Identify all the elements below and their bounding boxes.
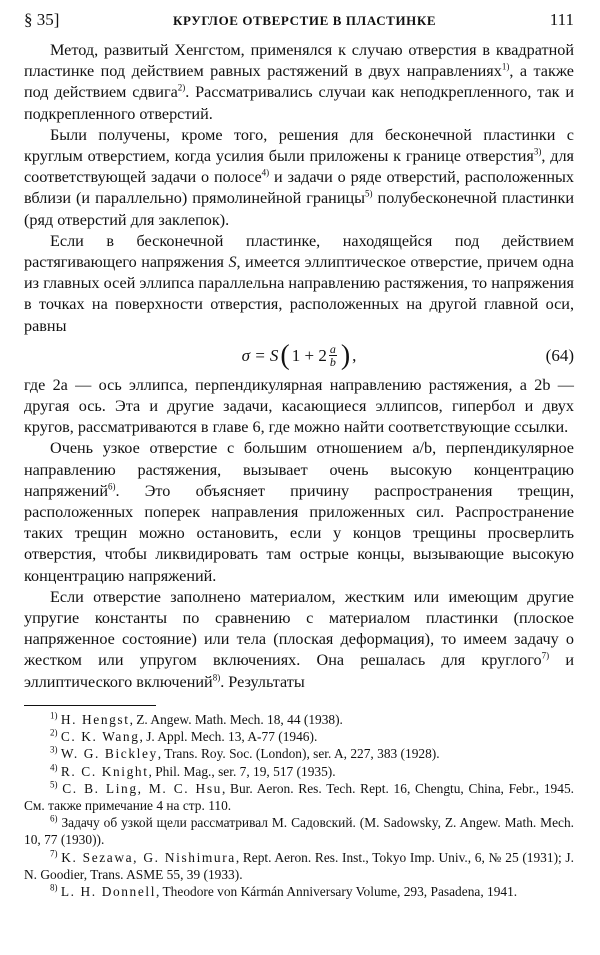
footnote-6: $^{6)}$ Задачу об узкой щели рассматривал М. Садовский. (M. Sadowsky, Z. Angew. Math. Mech. 10, 77 (1930)). bbox=[24, 813, 575, 848]
equation-formula: σ = S ( 1 + 2 $\frac{a}{b}$ ) , bbox=[241, 339, 357, 371]
paragraph-2: Были получены, кроме того, решения для бесконечной пластинки с круглым отверстием, когда усилия были приложены к границе отверстия$^{3)}$, для соответствующей задачи о полосе$^{4)}$ и задачи о ряде отверстий, расположенных вблизи (и параллельно) прямолинейной границы$^{5)}$ полубесконечной пластинки (ряд отверстий для заклепок). bbox=[24, 125, 574, 229]
footnote-8: $^{8)}$ L. H. Donnell, Theodore von Kármán Anniversary Volume, 293, Pasadena, 1941. bbox=[50, 882, 518, 899]
footnote-7: $^{7)}$ K. Sezawa, G. Nishimura, Rept. Aeron. Res. Inst., Tokyo Imp. Univ., 6, № 25 (1931); J. N. Goodier, Trans. ASME 55, 39 (1933). bbox=[24, 848, 574, 882]
footnote-divider bbox=[24, 705, 156, 706]
paragraph-6: Если отверстие заполнено материалом, жестким или имеющим другие упругие константы по сравнению с материалом пластинки (плоское напряженное состояние) или тела (плоская деформация), то имеем задачу о жестком или упругом включениях. Она решалась для круглого$^{7)}$ и эллиптического включений$^{8)}$. Результаты bbox=[24, 587, 574, 691]
page-number: 111 bbox=[549, 10, 574, 29]
footnote-1: $^{1)}$ H. Hengst, Z. Angew. Math. Mech. 18, 44 (1938). bbox=[50, 710, 343, 727]
paragraph-5: Очень узкое отверстие с большим отношением a/b, перпендикулярное направлению растяжения, вызывает очень высокую концентрацию напряжений$^{6)}$. Это объясняет причину распространения трещин, расположенных поперек направления приложенных сил. Распространение таких трещин можно остановить, если у концов трещины просверлить отверстия, чтобы ликвидировать там острые концы, вызывающие высокую концентрацию напряжений. bbox=[24, 439, 574, 585]
paragraph-1: Метод, развитый Хенгстом, применялся к случаю отверстия в квадратной пластинке под действием равных растяжений в двух направлениях$^{1)}$, а также под действием сдвига$^{2)}$. Рассматривались случаи как неподкрепленного, так и подкрепленного отверстий. bbox=[24, 41, 574, 123]
footnote-5: $^{5)}$ C. B. Ling, M. C. Hsu, Bur. Aeron. Res. Tech. Rept. 16, Chengtu, China, Febr., 1945. См. также примечание 4 на стр. 110. bbox=[24, 779, 574, 813]
paragraph-4: где 2a — ось эллипса, перпендикулярная направлению растяжения, а 2b — другая ось. Эта и другие задачи, касающиеся эллипсов, гипербол и двух кругов, рассматриваются в главе 6, где можно найти соответствующие ссылки. bbox=[24, 375, 574, 437]
main-text bbox=[24, 40, 574, 693]
equation-number: (64) bbox=[545, 345, 574, 365]
stress-symbol: S bbox=[228, 253, 237, 272]
footnote-ref-3[interactable]: 3) bbox=[533, 146, 542, 157]
section-number: § 35] bbox=[24, 10, 60, 29]
footnote-ref-7[interactable]: 7) bbox=[541, 651, 550, 662]
footnote-ref-6[interactable]: 6) bbox=[107, 481, 116, 492]
running-title: КРУГЛОЕ ОТВЕРСТИЕ В ПЛАСТИНКЕ bbox=[173, 13, 437, 28]
footnotes bbox=[24, 711, 574, 900]
footnote-ref-2[interactable]: 2) bbox=[177, 83, 186, 94]
footnote-4: $^{4)}$ R. C. Knight, Phil. Mag., ser. 7, 19, 517 (1935). bbox=[50, 762, 336, 779]
fraction-a-over-b: $\frac{a}{b}$ bbox=[329, 342, 336, 370]
footnote-ref-4[interactable]: 4) bbox=[261, 167, 270, 178]
footnote-2: $^{2)}$ C. K. Wang, J. Appl. Mech. 13, A-77 (1946). bbox=[50, 727, 318, 745]
footnote-ref-8[interactable]: 8) bbox=[212, 672, 221, 683]
footnote-ref-1[interactable]: 1) bbox=[501, 61, 510, 72]
footnote-ref-5[interactable]: 5) bbox=[365, 189, 373, 200]
equation-64 bbox=[24, 337, 574, 375]
footnote-3: $^{3)}$ W. G. Bickley, Trans. Roy. Soc. (London), ser. A, 227, 383 (1928). bbox=[50, 744, 440, 762]
paragraph-3: Если в бесконечной пластинке, находящейся под действием растягивающего напряжения S, имеется эллиптическое отверстие, причем одна из главных осей эллипса параллельна направлению растяжения, то напряжения в точках на поверхности отверстия, расположенных на другой главной оси, равны bbox=[24, 231, 574, 335]
running-header bbox=[24, 10, 574, 40]
